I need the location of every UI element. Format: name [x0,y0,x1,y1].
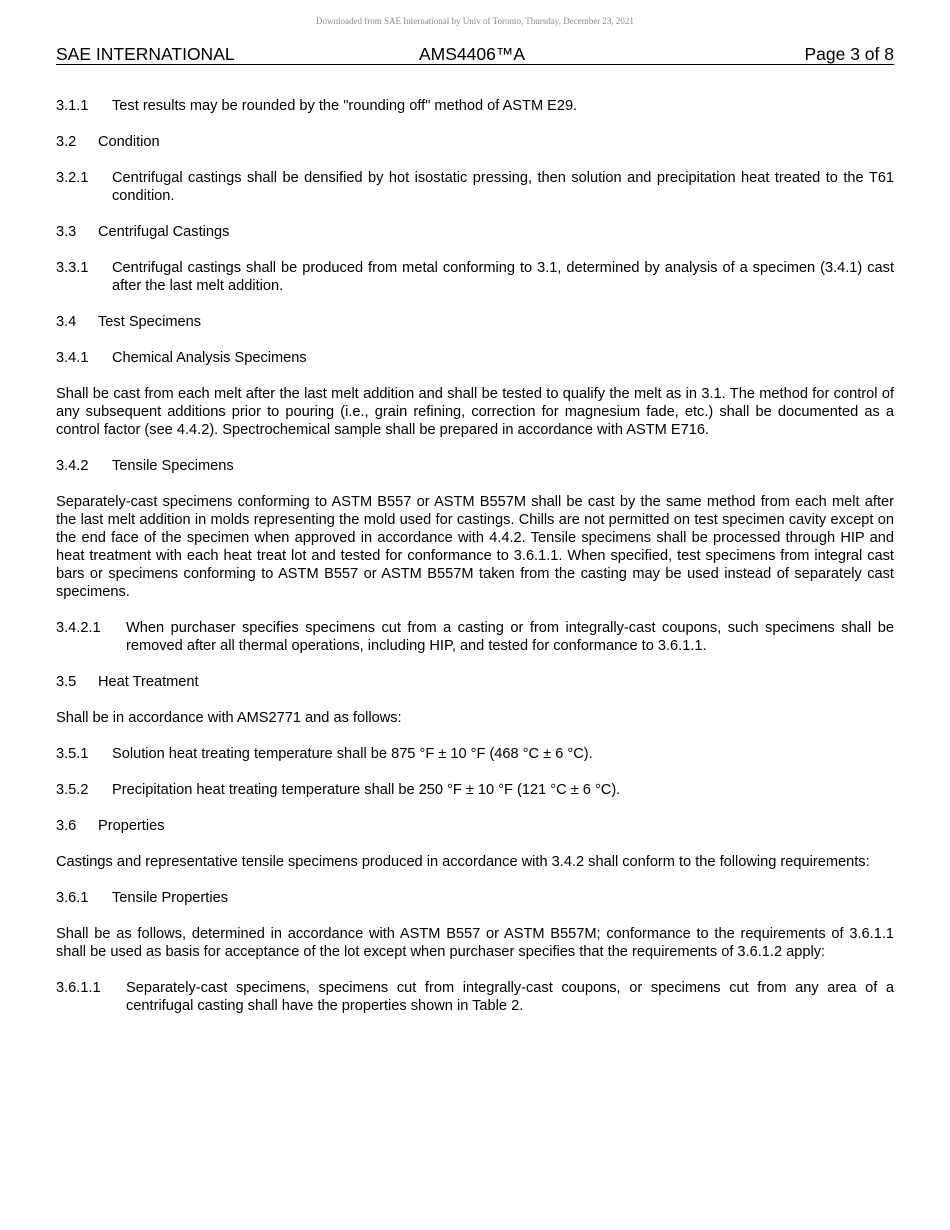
section-number: 3.5.2 [56,782,89,798]
section-heading: Chemical Analysis Specimens [112,350,307,366]
section-text: Precipitation heat treating temperature shall be 250 °F ± 10 °F (121 °C ± 6 °C). [112,782,621,798]
section-heading: Heat Treatment [98,674,199,690]
section-text: When purchaser specifies specimens cut from a casting or from integrally-cast coupons, such specimens shall be removed after all thermal operations, including HIP, and tested for conformance to 3.6.1.1. [126,620,894,654]
section-3-6-heading [56,817,894,835]
section-text: Centrifugal castings shall be produced from metal conforming to 3.1, determined by analysis of a specimen (3.4.1) cast after the last melt addition. [112,260,894,294]
section-3-5-heading [56,673,894,691]
section-number: 3.2 [56,134,77,150]
section-3-4-1-heading [56,349,894,367]
paragraph-chemical-analysis: Shall be cast from each melt after the last melt addition and shall be tested to qualify the melt as in 3.1. The method for control of any subsequent additions prior to pouring (i.e., grain refining, correction for magnesium fade, etc.) shall be documented as a control factor (see 4.4.2). Spectrochemical sample shall be prepared in accordance with ASTM E716. [56,386,894,438]
page-header [56,44,894,65]
header-org: SAE INTERNATIONAL [56,44,235,64]
section-number: 3.4.1 [56,350,89,366]
document-body [56,97,894,1033]
section-number: 3.4 [56,314,77,330]
section-number: 3.6.1.1 [56,980,101,996]
section-heading: Test Specimens [98,314,202,330]
section-3-3-heading [56,223,894,241]
section-heading: Properties [98,818,165,834]
section-number: 3.2.1 [56,170,89,186]
header-doc-id: AMS4406™A [419,44,526,64]
section-text: Centrifugal castings shall be densified by hot isostatic pressing, then solution and precipitation heat treated to the T61 condition. [112,170,894,204]
section-number: 3.3 [56,224,77,240]
section-number: 3.5 [56,674,77,690]
section-number: 3.6.1 [56,890,89,906]
section-heading: Tensile Properties [112,890,228,906]
section-3-4-2-heading [56,457,894,475]
section-3-4-2-1 [56,619,894,655]
download-watermark: Downloaded from SAE International by Univ of Toronto, Thursday, December 23, 2021 [316,16,634,26]
section-text: Solution heat treating temperature shall be 875 °F ± 10 °F (468 °C ± 6 °C). [112,746,593,762]
section-heading: Condition [98,134,160,150]
section-3-1-1 [56,97,894,115]
section-3-5-1 [56,745,894,763]
paragraph-heat-treatment: Shall be in accordance with AMS2771 and as follows: [56,710,402,726]
section-heading: Centrifugal Castings [98,224,230,240]
section-3-6-1-heading [56,889,894,907]
section-3-4-heading [56,313,894,331]
section-number: 3.1.1 [56,98,89,114]
section-number: 3.5.1 [56,746,89,762]
section-number: 3.4.2.1 [56,620,101,636]
section-3-2-1 [56,169,894,205]
section-3-6-1-1 [56,979,894,1015]
section-text: Separately-cast specimens, specimens cut from integrally-cast coupons, or specimens cut from any area of a centrifugal casting shall have the properties shown in Table 2. [126,980,894,1014]
section-3-2-heading [56,133,894,151]
section-number: 3.6 [56,818,77,834]
paragraph-tensile-specimens: Separately-cast specimens conforming to ASTM B557 or ASTM B557M shall be cast by the same method from each melt after the last melt addition in molds representing the mold used for castings. Chills are not permitted on test specimen cavity except on the end face of the specimen when approved in accordance with 4.4.2. Tensile specimens shall be processed through HIP and heat treatment with each heat treat lot and tested for conformance to 3.6.1.1. When specified, test specimens from integral cast bars or specimens conforming to ASTM B557 or ASTM B557M taken from the casting may be used instead of separately cast specimens. [56,494,894,600]
paragraph-properties: Castings and representative tensile specimens produced in accordance with 3.4.2 shall conform to the following requirements: [56,854,870,870]
section-heading: Tensile Specimens [112,458,234,474]
section-3-3-1 [56,259,894,295]
paragraph-tensile-properties: Shall be as follows, determined in accordance with ASTM B557 or ASTM B557M; conformance to the requirements of 3.6.1.1 shall be used as basis for acceptance of the lot except when purchaser specifies that the requirements of 3.6.1.2 apply: [56,926,894,960]
section-number: 3.3.1 [56,260,89,276]
section-number: 3.4.2 [56,458,89,474]
section-text: Test results may be rounded by the "rounding off" method of ASTM E29. [112,98,578,114]
section-3-5-2 [56,781,894,799]
header-page-number: Page 3 of 8 [804,44,894,64]
